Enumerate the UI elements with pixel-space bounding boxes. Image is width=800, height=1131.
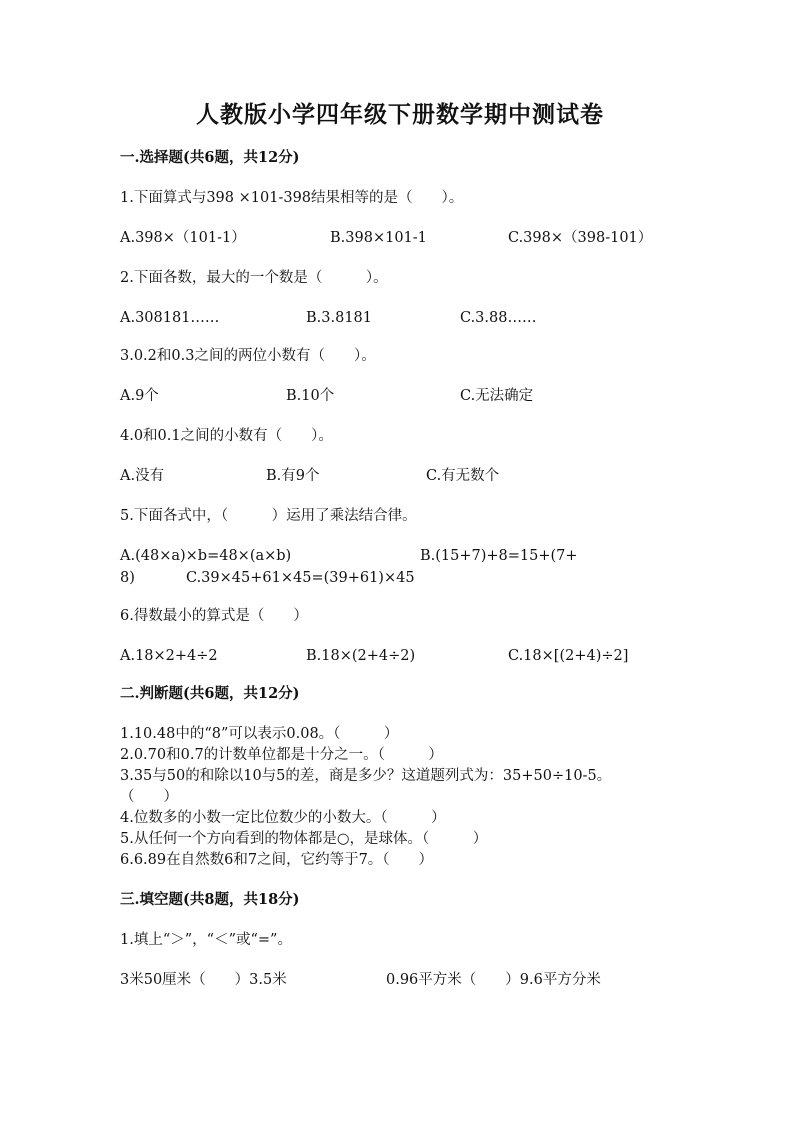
- option-a: A.9个: [120, 388, 159, 404]
- option-b: B.398×101-1: [330, 230, 427, 246]
- question-stem: 6.得数最小的算式是（ ）: [120, 608, 308, 624]
- option-a: A.308181……: [120, 310, 220, 326]
- section-heading-fill: 三.填空题(共8题，共18分): [120, 891, 300, 908]
- judgment-item: 2.0.70和0.7的计数单位都是十分之一。（ ）: [120, 747, 443, 763]
- option-b: B.有9个: [266, 468, 320, 484]
- option-c: C.39×45+61×45=(39+61)×45: [186, 570, 415, 586]
- option-b: B.10个: [286, 388, 335, 404]
- option-a: A.(48×a)×b=48×(a×b): [120, 548, 292, 564]
- option-c: C.18×[(2+4)÷2]: [508, 648, 629, 664]
- option-b: B.(15+7)+8=15+(7+: [420, 548, 578, 564]
- question-stem: 5.下面各式中，（ ）运用了乘法结合律。: [120, 508, 417, 524]
- section-heading-judgment: 二.判断题(共6题，共12分): [120, 685, 300, 702]
- page-title: 人教版小学四年级下册数学期中测试卷: [196, 101, 604, 128]
- judgment-item: 1.10.48中的“8”可以表示0.08。（ ）: [120, 726, 399, 742]
- option-c: C.有无数个: [426, 468, 500, 484]
- judgment-item-continued: （ ）: [120, 789, 178, 805]
- question-stem: 3.0.2和0.3之间的两位小数有（ ）。: [120, 348, 376, 364]
- option-b: B.18×(2+4÷2): [306, 648, 416, 664]
- question-stem: 2.下面各数，最大的一个数是（ ）。: [120, 270, 388, 286]
- question-stem: 1.下面算式与398 ×101-398结果相等的是（ ）。: [120, 190, 464, 206]
- option-b-continued: 8): [120, 570, 135, 586]
- question-stem: 1.填上“＞”，“＜”或“=”。: [120, 932, 292, 948]
- question-stem: 4.0和0.1之间的小数有（ ）。: [120, 428, 333, 444]
- option-c: C.3.88……: [460, 310, 537, 326]
- option-c: C.398×（398-101）: [508, 230, 653, 246]
- fill-item-2: 0.96平方米（ ）9.6平方分米: [386, 972, 601, 988]
- judgment-item: 3.35与50的和除以10与5的差，商是多少？这道题列式为：35+50÷10-5。: [120, 768, 612, 784]
- option-c: C.无法确定: [460, 388, 534, 404]
- option-a: A.18×2+4÷2: [120, 648, 218, 664]
- fill-item-1: 3米50厘米（ ）3.5米: [120, 972, 287, 988]
- section-heading-choice: 一.选择题(共6题，共12分): [120, 149, 300, 166]
- judgment-item: 6.6.89在自然数6和7之间，它约等于7。（ ）: [120, 852, 434, 868]
- judgment-item: 4.位数多的小数一定比位数少的小数大。（ ）: [120, 810, 446, 826]
- option-a: A.没有: [120, 468, 165, 484]
- judgment-item: 5.从任何一个方向看到的物体都是○，是球体。（ ）: [120, 831, 488, 847]
- option-b: B.3.8181: [306, 310, 373, 326]
- option-a: A.398×（101-1）: [120, 230, 246, 246]
